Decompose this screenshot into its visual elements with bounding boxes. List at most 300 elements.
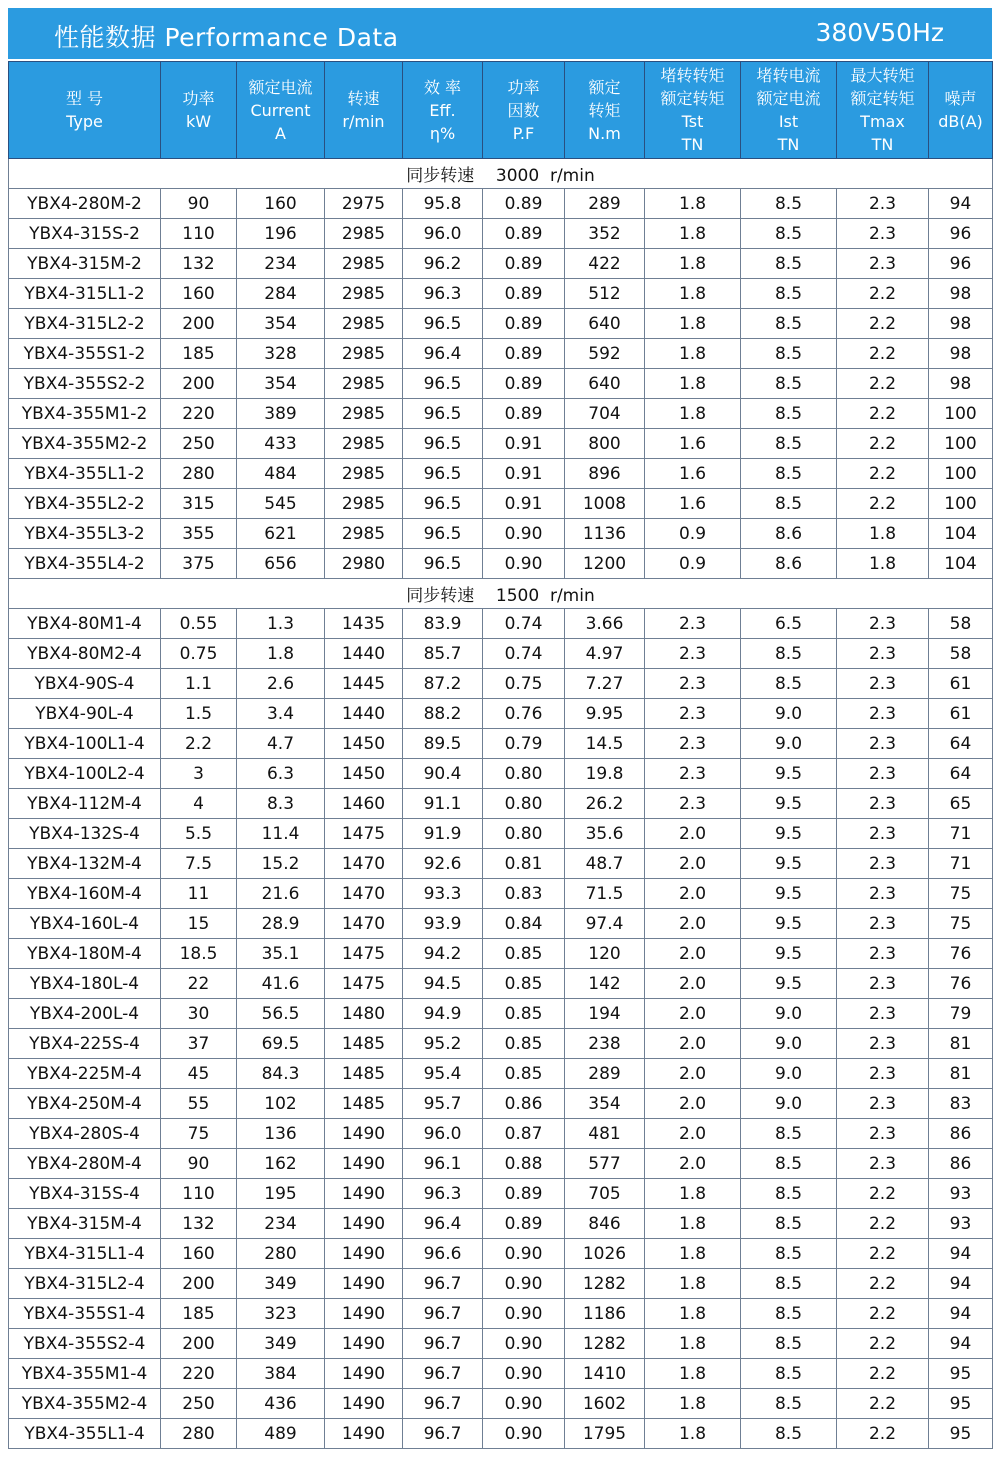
value-cell: 96.7 bbox=[403, 1329, 483, 1359]
value-cell: 280 bbox=[161, 1419, 237, 1449]
value-cell: 0.89 bbox=[483, 279, 565, 309]
value-cell: 2.3 bbox=[837, 729, 929, 759]
value-cell: 1.8 bbox=[645, 249, 741, 279]
value-cell: 9.0 bbox=[741, 1029, 837, 1059]
value-cell: 2.3 bbox=[837, 1089, 929, 1119]
value-cell: 69.5 bbox=[237, 1029, 325, 1059]
value-cell: 9.95 bbox=[565, 699, 645, 729]
section-header-row bbox=[9, 579, 993, 609]
value-cell: 200 bbox=[161, 309, 237, 339]
value-cell: 8.5 bbox=[741, 1329, 837, 1359]
value-cell: 349 bbox=[237, 1329, 325, 1359]
table-row bbox=[9, 1089, 993, 1119]
value-cell: 142 bbox=[565, 969, 645, 999]
value-cell: 621 bbox=[237, 519, 325, 549]
value-cell: 88.2 bbox=[403, 699, 483, 729]
value-cell: 9.0 bbox=[741, 999, 837, 1029]
column-header-line: TN bbox=[681, 135, 704, 154]
value-cell: 2.3 bbox=[837, 669, 929, 699]
value-cell: 45 bbox=[161, 1059, 237, 1089]
value-cell: 15.2 bbox=[237, 849, 325, 879]
value-cell: 81 bbox=[929, 1029, 993, 1059]
value-cell: 0.89 bbox=[483, 369, 565, 399]
table-row bbox=[9, 879, 993, 909]
value-cell: 384 bbox=[237, 1359, 325, 1389]
value-cell: 86 bbox=[929, 1149, 993, 1179]
value-cell: 0.90 bbox=[483, 1239, 565, 1269]
column-header-line: TN bbox=[777, 135, 800, 154]
model-cell: YBX4-112M-4 bbox=[9, 789, 161, 819]
value-cell: 0.75 bbox=[483, 669, 565, 699]
value-cell: 4.7 bbox=[237, 729, 325, 759]
value-cell: 8.5 bbox=[741, 639, 837, 669]
value-cell: 2.3 bbox=[837, 819, 929, 849]
column-header-line: Current bbox=[250, 100, 311, 120]
value-cell: 0.89 bbox=[483, 189, 565, 219]
value-cell: 2.3 bbox=[837, 1149, 929, 1179]
value-cell: 2.3 bbox=[645, 669, 741, 699]
value-cell: 1.8 bbox=[837, 549, 929, 579]
value-cell: 18.5 bbox=[161, 939, 237, 969]
value-cell: 0.89 bbox=[483, 219, 565, 249]
value-cell: 1.8 bbox=[645, 1299, 741, 1329]
column-header bbox=[741, 62, 837, 159]
value-cell: 21.6 bbox=[237, 879, 325, 909]
value-cell: 9.5 bbox=[741, 789, 837, 819]
value-cell: 8.5 bbox=[741, 279, 837, 309]
table-row bbox=[9, 339, 993, 369]
value-cell: 1485 bbox=[325, 1059, 403, 1089]
value-cell: 200 bbox=[161, 1269, 237, 1299]
value-cell: 577 bbox=[565, 1149, 645, 1179]
value-cell: 95 bbox=[929, 1419, 993, 1449]
value-cell: 1.8 bbox=[645, 369, 741, 399]
value-cell: 2.3 bbox=[837, 219, 929, 249]
value-cell: 8.5 bbox=[741, 369, 837, 399]
value-cell: 9.5 bbox=[741, 849, 837, 879]
value-cell: 2.3 bbox=[837, 789, 929, 819]
value-cell: 1795 bbox=[565, 1419, 645, 1449]
model-cell: YBX4-80M2-4 bbox=[9, 639, 161, 669]
value-cell: 250 bbox=[161, 1389, 237, 1419]
value-cell: 422 bbox=[565, 249, 645, 279]
value-cell: 1475 bbox=[325, 969, 403, 999]
value-cell: 6.3 bbox=[237, 759, 325, 789]
value-cell: 220 bbox=[161, 399, 237, 429]
value-cell: 8.5 bbox=[741, 399, 837, 429]
table-row bbox=[9, 519, 993, 549]
value-cell: 2.3 bbox=[837, 849, 929, 879]
value-cell: 100 bbox=[929, 489, 993, 519]
value-cell: 87.2 bbox=[403, 669, 483, 699]
model-cell: YBX4-90L-4 bbox=[9, 699, 161, 729]
value-cell: 2.0 bbox=[645, 909, 741, 939]
value-cell: 2.0 bbox=[645, 1149, 741, 1179]
model-cell: YBX4-355S2-4 bbox=[9, 1329, 161, 1359]
value-cell: 132 bbox=[161, 249, 237, 279]
value-cell: 1435 bbox=[325, 609, 403, 639]
value-cell: 94.5 bbox=[403, 969, 483, 999]
value-cell: 2.3 bbox=[837, 999, 929, 1029]
column-header-line: 转矩 bbox=[588, 100, 621, 120]
table-row bbox=[9, 1419, 993, 1449]
value-cell: 98 bbox=[929, 369, 993, 399]
value-cell: 2.3 bbox=[837, 1059, 929, 1089]
column-header-line: A bbox=[275, 123, 286, 143]
value-cell: 2.3 bbox=[645, 729, 741, 759]
value-cell: 1490 bbox=[325, 1329, 403, 1359]
value-cell: 2985 bbox=[325, 519, 403, 549]
value-cell: 2.0 bbox=[645, 879, 741, 909]
value-cell: 1445 bbox=[325, 669, 403, 699]
value-cell: 2.0 bbox=[645, 999, 741, 1029]
value-cell: 120 bbox=[565, 939, 645, 969]
value-cell: 0.74 bbox=[483, 609, 565, 639]
value-cell: 640 bbox=[565, 369, 645, 399]
value-cell: 9.5 bbox=[741, 819, 837, 849]
table-row bbox=[9, 789, 993, 819]
value-cell: 93.3 bbox=[403, 879, 483, 909]
value-cell: 1.8 bbox=[645, 1419, 741, 1449]
table-row bbox=[9, 849, 993, 879]
value-cell: 96.5 bbox=[403, 549, 483, 579]
table-row bbox=[9, 1299, 993, 1329]
model-cell: YBX4-132M-4 bbox=[9, 849, 161, 879]
value-cell: 9.5 bbox=[741, 759, 837, 789]
value-cell: 238 bbox=[565, 1029, 645, 1059]
value-cell: 0.90 bbox=[483, 1329, 565, 1359]
value-cell: 94 bbox=[929, 1329, 993, 1359]
value-cell: 1026 bbox=[565, 1239, 645, 1269]
value-cell: 1.8 bbox=[837, 519, 929, 549]
value-cell: 1.8 bbox=[645, 1389, 741, 1419]
table-row bbox=[9, 1239, 993, 1269]
column-header-line: 最大转矩 bbox=[850, 66, 915, 85]
model-cell: YBX4-315M-4 bbox=[9, 1209, 161, 1239]
value-cell: 8.5 bbox=[741, 669, 837, 699]
model-cell: YBX4-315S-2 bbox=[9, 219, 161, 249]
value-cell: 92.6 bbox=[403, 849, 483, 879]
value-cell: 8.5 bbox=[741, 459, 837, 489]
value-cell: 96.0 bbox=[403, 1119, 483, 1149]
value-cell: 0.55 bbox=[161, 609, 237, 639]
value-cell: 35.6 bbox=[565, 819, 645, 849]
value-cell: 75 bbox=[929, 879, 993, 909]
value-cell: 56.5 bbox=[237, 999, 325, 1029]
model-cell: YBX4-355S1-2 bbox=[9, 339, 161, 369]
value-cell: 545 bbox=[237, 489, 325, 519]
value-cell: 1.8 bbox=[645, 1269, 741, 1299]
value-cell: 110 bbox=[161, 219, 237, 249]
value-cell: 85.7 bbox=[403, 639, 483, 669]
model-cell: YBX4-355S2-2 bbox=[9, 369, 161, 399]
value-cell: 2.3 bbox=[837, 939, 929, 969]
value-cell: 2985 bbox=[325, 459, 403, 489]
value-cell: 64 bbox=[929, 759, 993, 789]
value-cell: 0.91 bbox=[483, 429, 565, 459]
value-cell: 1490 bbox=[325, 1359, 403, 1389]
value-cell: 0.85 bbox=[483, 969, 565, 999]
model-cell: YBX4-100L1-4 bbox=[9, 729, 161, 759]
table-row bbox=[9, 609, 993, 639]
value-cell: 58 bbox=[929, 609, 993, 639]
value-cell: 5.5 bbox=[161, 819, 237, 849]
value-cell: 2.3 bbox=[837, 1029, 929, 1059]
value-cell: 4.97 bbox=[565, 639, 645, 669]
value-cell: 2.3 bbox=[837, 699, 929, 729]
value-cell: 100 bbox=[929, 459, 993, 489]
value-cell: 2.3 bbox=[837, 909, 929, 939]
value-cell: 1490 bbox=[325, 1209, 403, 1239]
value-cell: 96.5 bbox=[403, 519, 483, 549]
value-cell: 1485 bbox=[325, 1029, 403, 1059]
model-cell: YBX4-355M2-4 bbox=[9, 1389, 161, 1419]
column-header-line: 额定 bbox=[588, 77, 621, 97]
value-cell: 96.2 bbox=[403, 249, 483, 279]
column-header bbox=[837, 62, 929, 159]
value-cell: 94 bbox=[929, 1299, 993, 1329]
column-header-line: 额定转矩 bbox=[850, 89, 915, 108]
value-cell: 96.5 bbox=[403, 489, 483, 519]
value-cell: 195 bbox=[237, 1179, 325, 1209]
value-cell: 2.0 bbox=[645, 939, 741, 969]
value-cell: 2.0 bbox=[645, 1119, 741, 1149]
table-row bbox=[9, 969, 993, 999]
value-cell: 7.27 bbox=[565, 669, 645, 699]
value-cell: 800 bbox=[565, 429, 645, 459]
table-row bbox=[9, 279, 993, 309]
value-cell: 61 bbox=[929, 669, 993, 699]
value-cell: 8.5 bbox=[741, 489, 837, 519]
value-cell: 8.5 bbox=[741, 249, 837, 279]
value-cell: 2.2 bbox=[837, 279, 929, 309]
value-cell: 100 bbox=[929, 399, 993, 429]
value-cell: 2985 bbox=[325, 249, 403, 279]
value-cell: 489 bbox=[237, 1419, 325, 1449]
value-cell: 75 bbox=[161, 1119, 237, 1149]
value-cell: 2985 bbox=[325, 309, 403, 339]
value-cell: 8.5 bbox=[741, 219, 837, 249]
value-cell: 0.80 bbox=[483, 759, 565, 789]
value-cell: 2.3 bbox=[837, 879, 929, 909]
value-cell: 9.5 bbox=[741, 879, 837, 909]
value-cell: 2985 bbox=[325, 489, 403, 519]
model-cell: YBX4-132S-4 bbox=[9, 819, 161, 849]
model-cell: YBX4-280M-2 bbox=[9, 189, 161, 219]
table-row bbox=[9, 1029, 993, 1059]
value-cell: 1490 bbox=[325, 1389, 403, 1419]
value-cell: 2.2 bbox=[837, 309, 929, 339]
value-cell: 289 bbox=[565, 189, 645, 219]
model-cell: YBX4-315L1-2 bbox=[9, 279, 161, 309]
value-cell: 19.8 bbox=[565, 759, 645, 789]
column-header-line: P.F bbox=[512, 123, 535, 143]
value-cell: 2985 bbox=[325, 279, 403, 309]
value-cell: 0.87 bbox=[483, 1119, 565, 1149]
value-cell: 896 bbox=[565, 459, 645, 489]
value-cell: 1480 bbox=[325, 999, 403, 1029]
model-cell: YBX4-355L1-2 bbox=[9, 459, 161, 489]
model-cell: YBX4-80M1-4 bbox=[9, 609, 161, 639]
column-header-line: 因数 bbox=[507, 100, 540, 120]
table-row bbox=[9, 1179, 993, 1209]
value-cell: 2.2 bbox=[837, 369, 929, 399]
value-cell: 2985 bbox=[325, 399, 403, 429]
value-cell: 200 bbox=[161, 1329, 237, 1359]
value-cell: 2.3 bbox=[837, 189, 929, 219]
value-cell: 280 bbox=[237, 1239, 325, 1269]
value-cell: 96.5 bbox=[403, 429, 483, 459]
value-cell: 1.8 bbox=[645, 219, 741, 249]
value-cell: 1490 bbox=[325, 1149, 403, 1179]
value-cell: 1490 bbox=[325, 1239, 403, 1269]
value-cell: 83.9 bbox=[403, 609, 483, 639]
value-cell: 8.5 bbox=[741, 1269, 837, 1299]
value-cell: 0.80 bbox=[483, 789, 565, 819]
value-cell: 1485 bbox=[325, 1089, 403, 1119]
table-row bbox=[9, 1389, 993, 1419]
model-cell: YBX4-355L3-2 bbox=[9, 519, 161, 549]
model-cell: YBX4-280M-4 bbox=[9, 1149, 161, 1179]
value-cell: 1490 bbox=[325, 1419, 403, 1449]
column-header-line: 额定转矩 bbox=[660, 89, 725, 108]
value-cell: 1490 bbox=[325, 1179, 403, 1209]
value-cell: 2975 bbox=[325, 189, 403, 219]
table-row bbox=[9, 189, 993, 219]
column-header-line: Tst bbox=[681, 112, 704, 131]
value-cell: 136 bbox=[237, 1119, 325, 1149]
value-cell: 81 bbox=[929, 1059, 993, 1089]
section-label: 同步转速 1500 r/min bbox=[9, 579, 993, 609]
value-cell: 1008 bbox=[565, 489, 645, 519]
section-header-row bbox=[9, 159, 993, 189]
value-cell: 2.2 bbox=[837, 1179, 929, 1209]
model-cell: YBX4-315L2-2 bbox=[9, 309, 161, 339]
value-cell: 96.6 bbox=[403, 1239, 483, 1269]
value-cell: 284 bbox=[237, 279, 325, 309]
value-cell: 1490 bbox=[325, 1269, 403, 1299]
value-cell: 96.4 bbox=[403, 339, 483, 369]
value-cell: 160 bbox=[237, 189, 325, 219]
table-row bbox=[9, 639, 993, 669]
value-cell: 355 bbox=[161, 519, 237, 549]
table-row bbox=[9, 369, 993, 399]
table-row bbox=[9, 1209, 993, 1239]
value-cell: 65 bbox=[929, 789, 993, 819]
value-cell: 2.2 bbox=[837, 339, 929, 369]
value-cell: 91.9 bbox=[403, 819, 483, 849]
column-header-line: Type bbox=[66, 112, 103, 131]
value-cell: 389 bbox=[237, 399, 325, 429]
value-cell: 35.1 bbox=[237, 939, 325, 969]
value-cell: 328 bbox=[237, 339, 325, 369]
value-cell: 95.8 bbox=[403, 189, 483, 219]
model-cell: YBX4-180M-4 bbox=[9, 939, 161, 969]
value-cell: 0.90 bbox=[483, 549, 565, 579]
value-cell: 2.3 bbox=[837, 969, 929, 999]
value-cell: 2.3 bbox=[645, 609, 741, 639]
model-cell: YBX4-355S1-4 bbox=[9, 1299, 161, 1329]
value-cell: 14.5 bbox=[565, 729, 645, 759]
value-cell: 2.2 bbox=[837, 1419, 929, 1449]
value-cell: 76 bbox=[929, 969, 993, 999]
value-cell: 196 bbox=[237, 219, 325, 249]
value-cell: 0.79 bbox=[483, 729, 565, 759]
value-cell: 481 bbox=[565, 1119, 645, 1149]
model-cell: YBX4-355M1-2 bbox=[9, 399, 161, 429]
column-header-line: 堵转转矩 bbox=[660, 66, 725, 85]
value-cell: 0.90 bbox=[483, 1389, 565, 1419]
value-cell: 2.2 bbox=[837, 1299, 929, 1329]
value-cell: 95.4 bbox=[403, 1059, 483, 1089]
value-cell: 0.91 bbox=[483, 459, 565, 489]
value-cell: 96.7 bbox=[403, 1359, 483, 1389]
value-cell: 280 bbox=[161, 459, 237, 489]
value-cell: 1200 bbox=[565, 549, 645, 579]
value-cell: 0.89 bbox=[483, 1209, 565, 1239]
column-header bbox=[565, 62, 645, 159]
column-header-line: 功率 bbox=[507, 77, 540, 97]
value-cell: 3 bbox=[161, 759, 237, 789]
table-header-row bbox=[9, 62, 993, 159]
value-cell: 2985 bbox=[325, 429, 403, 459]
column-header-line: Tmax bbox=[860, 112, 905, 131]
column-header bbox=[403, 62, 483, 159]
value-cell: 37 bbox=[161, 1029, 237, 1059]
value-cell: 1186 bbox=[565, 1299, 645, 1329]
model-cell: YBX4-100L2-4 bbox=[9, 759, 161, 789]
value-cell: 1.8 bbox=[645, 399, 741, 429]
value-cell: 1.8 bbox=[645, 189, 741, 219]
value-cell: 2.3 bbox=[645, 639, 741, 669]
value-cell: 0.85 bbox=[483, 999, 565, 1029]
value-cell: 96.7 bbox=[403, 1389, 483, 1419]
value-cell: 71 bbox=[929, 849, 993, 879]
value-cell: 0.90 bbox=[483, 1269, 565, 1299]
table-row bbox=[9, 1119, 993, 1149]
value-cell: 1.8 bbox=[645, 1329, 741, 1359]
value-cell: 6.5 bbox=[741, 609, 837, 639]
value-cell: 1.3 bbox=[237, 609, 325, 639]
model-cell: YBX4-355L4-2 bbox=[9, 549, 161, 579]
value-cell: 96.0 bbox=[403, 219, 483, 249]
table-row bbox=[9, 1149, 993, 1179]
value-cell: 8.5 bbox=[741, 1389, 837, 1419]
value-cell: 0.85 bbox=[483, 939, 565, 969]
value-cell: 185 bbox=[161, 339, 237, 369]
table-row bbox=[9, 819, 993, 849]
model-cell: YBX4-355L2-2 bbox=[9, 489, 161, 519]
value-cell: 592 bbox=[565, 339, 645, 369]
value-cell: 9.5 bbox=[741, 909, 837, 939]
value-cell: 185 bbox=[161, 1299, 237, 1329]
table-row bbox=[9, 669, 993, 699]
value-cell: 2985 bbox=[325, 369, 403, 399]
table-row bbox=[9, 1359, 993, 1389]
value-cell: 11 bbox=[161, 879, 237, 909]
value-cell: 22 bbox=[161, 969, 237, 999]
column-header-line: 转速 bbox=[347, 89, 380, 108]
value-cell: 90 bbox=[161, 1149, 237, 1179]
value-cell: 9.0 bbox=[741, 1059, 837, 1089]
value-cell: 1.6 bbox=[645, 429, 741, 459]
value-cell: 1410 bbox=[565, 1359, 645, 1389]
value-cell: 9.0 bbox=[741, 699, 837, 729]
value-cell: 250 bbox=[161, 429, 237, 459]
value-cell: 96.4 bbox=[403, 1209, 483, 1239]
value-cell: 1470 bbox=[325, 909, 403, 939]
value-cell: 0.9 bbox=[645, 549, 741, 579]
